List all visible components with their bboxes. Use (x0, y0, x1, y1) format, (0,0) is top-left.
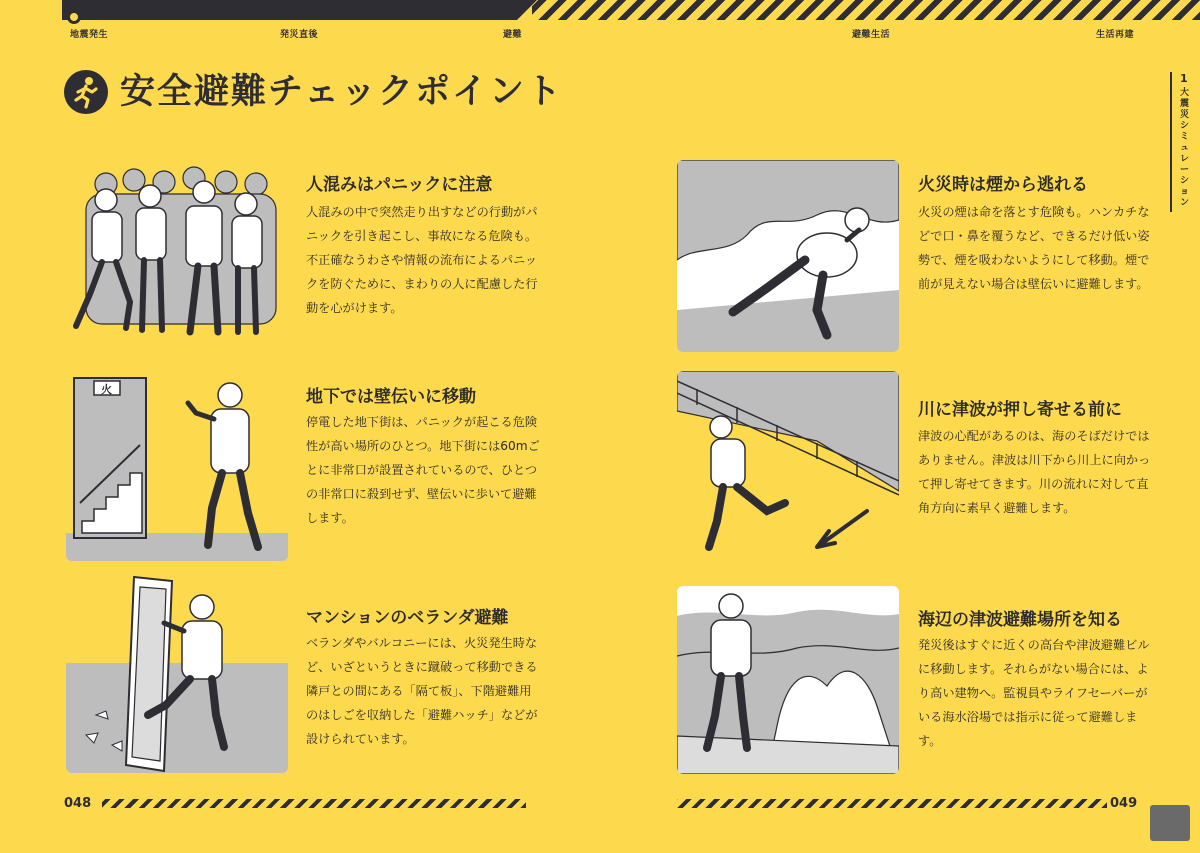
page-title: 安全避難チェックポイント (120, 72, 563, 112)
top-bar-hazard-stripes (532, 0, 1200, 20)
section-body-underground: 停電した地下街は、パニックが起こる危険性が高い場所のひとつ。地下街には60mごとに非常口が設置されているので、ひとつの非常口に殺到せず、壁伝いに歩いて避難します。 (306, 415, 540, 525)
top-bar-ring-icon (67, 10, 81, 24)
step-immediately-after: 発災直後 (280, 30, 319, 40)
section-title-underground: 地下では壁伝いに移動 (306, 387, 476, 407)
illustration-underground (66, 373, 288, 561)
illustration-crowd (66, 162, 288, 342)
corner-thumbnail-icon (1150, 805, 1190, 841)
page-number-right: 049 (1110, 796, 1138, 811)
step-rebuilding: 生活再建 (1096, 30, 1135, 40)
section-title-seaside: 海辺の津波避難場所を知る (918, 610, 1122, 630)
section-body-river-tsunami: 津波の心配があるのは、海のそばだけではありません。津波は川下から川上に向かって押し寄せてきます。川の流れに対して直角方向に素早く避難します。 (918, 429, 1151, 515)
chapter-label: 大震災シミュレーション (1180, 88, 1190, 208)
illustration-smoke (677, 160, 899, 352)
footer-stripe-right (677, 799, 1107, 808)
running-person-icon (64, 70, 108, 114)
section-title-balcony: マンションのベランダ避難 (306, 608, 509, 628)
chapter-side-tab (1170, 72, 1200, 212)
top-stripe-bar (62, 0, 1200, 20)
step-evacuation: 避難 (503, 30, 523, 40)
section-body-smoke: 火災の煙は命を落とす危険も。ハンカチなどで口・鼻を覆うなど、できるだけ低い姿勢で、煙を吸わないようにして移動。煙で前が見えない場合は壁伝いに避難します。 (918, 205, 1150, 291)
page-number-left: 048 (64, 796, 92, 811)
exit-sign-label: 火 (101, 383, 112, 396)
section-title-smoke: 火災時は煙から逃れる (918, 175, 1088, 195)
step-earthquake: 地震発生 (70, 30, 109, 40)
section-body-seaside: 発災後はすぐに近くの高台や津波避難ビルに移動します。それらがない場合には、より高い建物へ。監視員やライフセーバーがいる海水浴場では指示に従って避難します。 (918, 638, 1150, 748)
section-title-crowd: 人混みはパニックに注意 (306, 175, 493, 195)
illustration-river-tsunami (677, 371, 899, 563)
top-bar-dark (62, 0, 517, 20)
section-body-crowd: 人混みの中で突然走り出すなどの行動がパニックを引き起こし、事故になる危険も。不正確なうわさや情報の流布によるパニックを防ぐために、まわりの人に配慮した行動を心がけます。 (306, 205, 538, 315)
chapter-number: 1 (1180, 72, 1188, 85)
step-shelter-life: 避難生活 (852, 30, 891, 40)
illustration-balcony (66, 575, 288, 773)
illustration-seaside (677, 586, 899, 774)
section-title-river-tsunami: 川に津波が押し寄せる前に (918, 400, 1122, 420)
step-navigation (0, 27, 1200, 43)
section-body-balcony: ベランダやバルコニーには、火災発生時など、いざというときに蹴破って移動できる隣戸との間にある「隔て板」、下階避難用のはしごを収納した「避難ハッチ」などが設けられています。 (306, 636, 538, 746)
footer-stripe-left (102, 799, 526, 808)
